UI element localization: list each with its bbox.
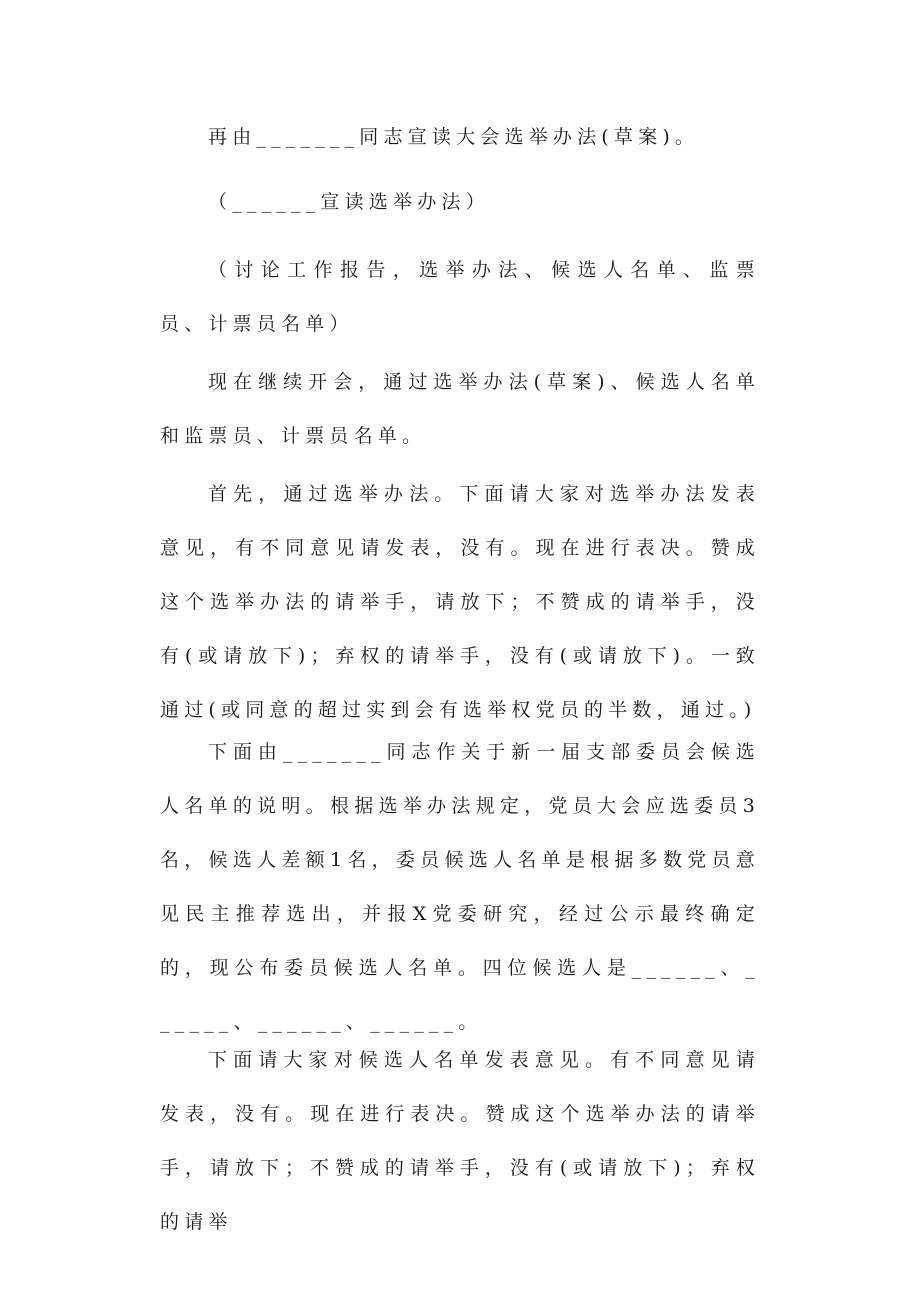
paragraph-continue-meeting: 现在继续开会，通过选举办法(草案)、候选人名单和监票员、计票员名单。 — [160, 371, 760, 447]
paragraph-reading-election-method: 再由_______同志宣读大会选举办法(草案)。 — [208, 126, 700, 148]
paragraph-candidate-explanation: 下面由_______同志作关于新一届支部委员会候选人名单的说明。根据选举办法规定，党员大会应选委员3名，候选人差额1名，委员候选人名单是根据多数党员意见民主推荐选出，并报X党委研究，经过公示最终确定的，现公布委员候选人名单。四位候选人是______、______、______、______。 — [160, 741, 760, 1033]
paragraph-vote-election-method: 首先，通过选举办法。下面请大家对选举办法发表意见，有不同意见请发表，没有。现在进行表决。赞成这个选举办法的请举手，请放下；不赞成的请举手，没有(或请放下)；弃权的请举手，没有(或请放下)。一致通过(或同意的超过实到会有选举权党员的半数，通过。) — [160, 483, 760, 721]
paragraph-reading-note: （______宣读选举办法） — [208, 191, 490, 213]
paragraph-discussion-note: （讨论工作报告，选举办法、候选人名单、监票员、计票员名单） — [160, 259, 760, 335]
paragraph-vote-candidate-list: 下面请大家对候选人名单发表意见。有不同意见请发表，没有。现在进行表决。赞成这个选举办法的请举手，请放下；不赞成的请举手，没有(或请放下)；弃权的请举 — [160, 1049, 760, 1233]
